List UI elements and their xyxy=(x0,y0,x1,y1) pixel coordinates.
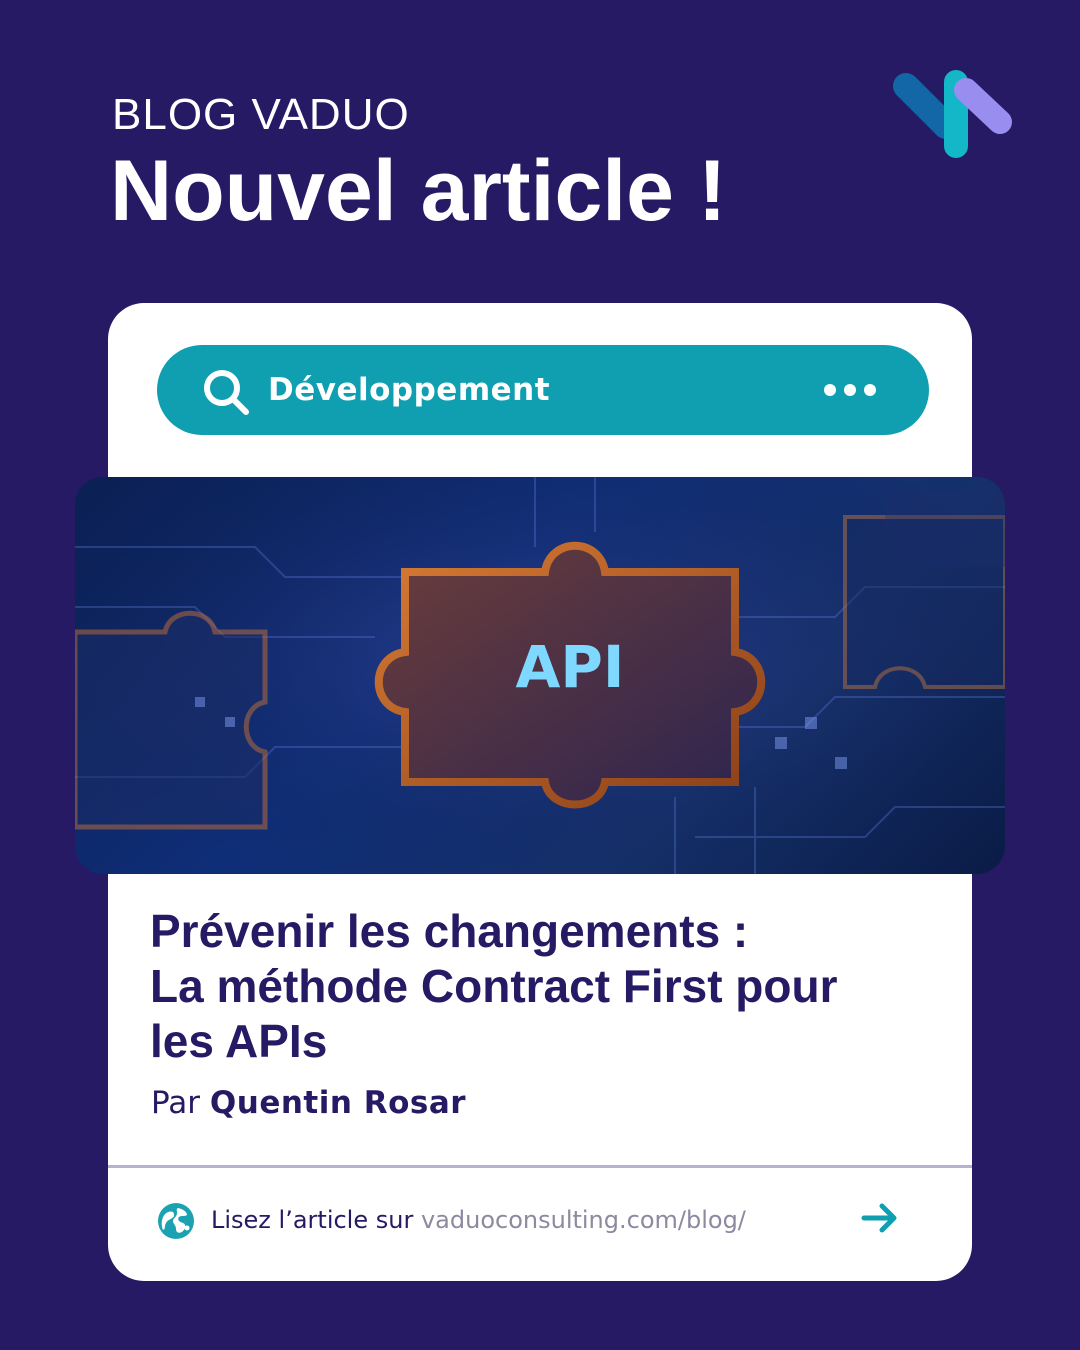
blog-kicker: BLOG VADUO xyxy=(112,90,410,139)
page-title: Nouvel article ! xyxy=(110,143,727,239)
search-category-label: Développement xyxy=(268,372,551,408)
hero-image xyxy=(75,477,1005,874)
more-icon[interactable] xyxy=(822,382,878,398)
globe-icon xyxy=(156,1201,196,1241)
hero-api-label: API xyxy=(515,633,625,701)
article-byline xyxy=(151,1082,466,1124)
article-title-line-1: Prévenir les changements : xyxy=(150,905,749,957)
footer-url[interactable]: vaduoconsulting.com/blog/ xyxy=(420,1206,746,1234)
article-title[interactable] xyxy=(150,904,940,1069)
vaduo-logo-icon xyxy=(892,60,1018,160)
article-title-line-2: La méthode Contract First pour xyxy=(150,960,838,1012)
byline-prefix: Par xyxy=(151,1085,201,1121)
footer-lead-text: Lisez l’article sur xyxy=(211,1206,414,1234)
author-name: Quentin Rosar xyxy=(209,1085,467,1121)
read-article-link[interactable] xyxy=(211,1203,746,1237)
arrow-right-icon[interactable] xyxy=(860,1198,900,1238)
api-puzzle-illustration xyxy=(75,477,1005,874)
card-divider xyxy=(108,1165,972,1168)
search-icon[interactable] xyxy=(200,366,252,418)
article-title-line-3: les APIs xyxy=(150,1015,328,1067)
